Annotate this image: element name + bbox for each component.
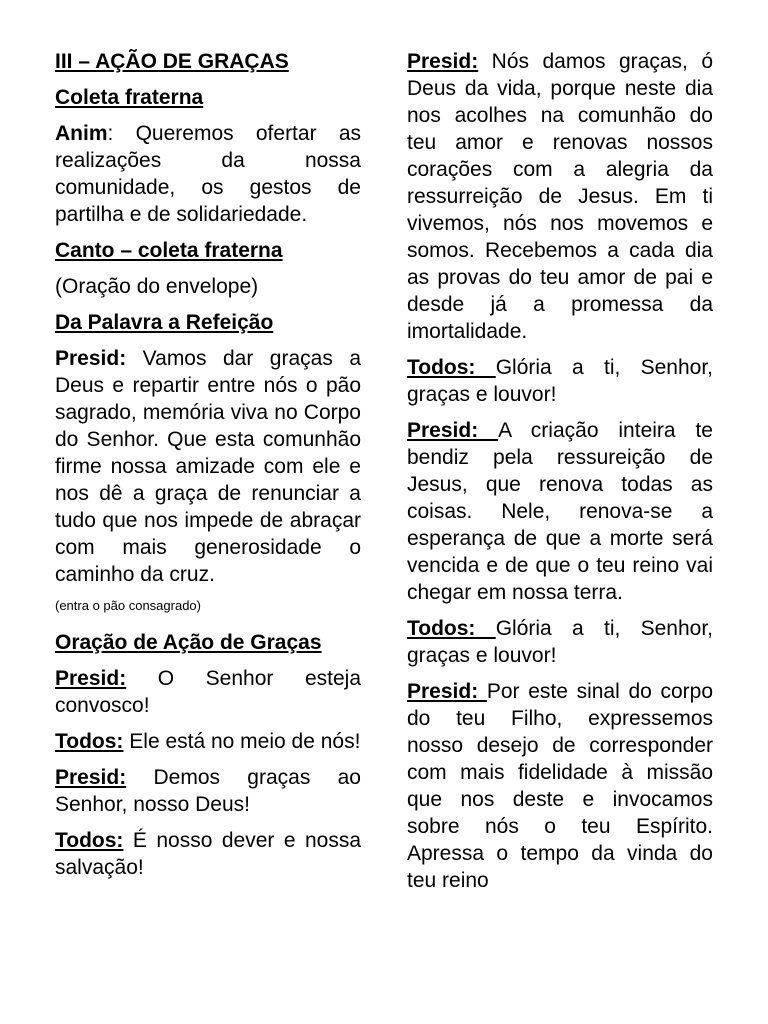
paragraph-text: Glória a ti, Senhor, graças e louvor! bbox=[407, 356, 713, 406]
paragraph-text: Nós damos graças, ó Deus da vida, porque neste dia nos acolhes na comunhão do teu amor e renovas nossos corações com a alegria da ressurreição de Jesus. Em ti vivemos, nós nos movemos e somos. Recebemos a cada dia as provas do teu amor de pai e desde já a promessa da imortalidade. bbox=[407, 50, 713, 343]
paragraph-text: Demos graças ao Senhor, nosso Deus! bbox=[55, 766, 361, 816]
paragraph-text: : Queremos ofertar as realizações da nossa comunidade, os gestos de partilha e de solidariedade. bbox=[55, 122, 361, 226]
subheading-canto: Canto – coleta fraterna bbox=[55, 239, 283, 262]
paragraph-text: O Senhor esteja convosco! bbox=[55, 667, 361, 717]
paragraph-text: É nosso dever e nossa salvação! bbox=[55, 829, 361, 879]
paragraph-todos bbox=[407, 354, 713, 408]
speaker-label: Presid: bbox=[407, 680, 487, 703]
section-heading: III – AÇÃO DE GRAÇAS bbox=[55, 50, 289, 73]
paragraph-text: Por este sinal do corpo do teu Filho, expressemos nosso desejo de corresponder com mais fidelidade à missão que nos deste e invocamos sobre nós o teu Espírito. Apressa o tempo da vinda do teu reino bbox=[407, 680, 714, 892]
speaker-label: Presid: bbox=[407, 419, 499, 442]
subheading-coleta: Coleta fraterna bbox=[55, 86, 204, 109]
paragraph-todos bbox=[55, 728, 361, 755]
paragraph-text: Glória a ti, Senhor, graças e louvor! bbox=[407, 617, 713, 667]
speaker-label: Presid: bbox=[407, 50, 479, 73]
paragraph-presid bbox=[55, 665, 361, 719]
paragraph-text: A criação inteira te bendiz pela ressureição de Jesus, que renova todas as coisas. Nele, renova-se a esperança de que a morte será vencida e de que o teu reino vai chegar em nossa terra. bbox=[407, 419, 713, 604]
paragraph-todos bbox=[407, 615, 713, 669]
speaker-label: Presid: bbox=[55, 766, 127, 789]
paragraph-presid bbox=[407, 417, 713, 606]
subheading-oracao: Oração de Ação de Graças bbox=[55, 631, 322, 654]
speaker-label: Todos: bbox=[55, 829, 124, 852]
speaker-label: Presid: bbox=[55, 347, 127, 370]
rubric-note: (entra o pão consagrado) bbox=[55, 598, 201, 613]
speaker-label: Presid: bbox=[55, 667, 127, 690]
speaker-label: Todos: bbox=[55, 730, 124, 753]
speaker-label: Anim bbox=[55, 122, 108, 145]
right-column bbox=[407, 48, 713, 903]
paragraph-presid bbox=[55, 764, 361, 818]
paragraph-presid bbox=[407, 678, 713, 894]
paragraph-text: Vamos dar graças a Deus e repartir entre nós o pão sagrado, memória viva no Corpo do Senhor. Que esta comunhão firme nossa amizade com ele e nos dê a graça de renunciar a tudo que nos impede de abraçar com mais generosidade o caminho da cruz. bbox=[55, 347, 361, 586]
paragraph-text: Ele está no meio de nós! bbox=[123, 730, 361, 753]
speaker-label: Todos: bbox=[407, 617, 496, 640]
subheading-palavra: Da Palavra a Refeição bbox=[55, 311, 274, 334]
paragraph-presid bbox=[55, 345, 361, 588]
paragraph-envelope: (Oração do envelope) bbox=[55, 275, 259, 298]
left-column bbox=[55, 48, 361, 890]
paragraph-todos bbox=[55, 827, 361, 881]
paragraph-anim bbox=[55, 120, 361, 228]
paragraph-presid bbox=[407, 48, 713, 345]
speaker-label: Todos: bbox=[407, 356, 496, 379]
